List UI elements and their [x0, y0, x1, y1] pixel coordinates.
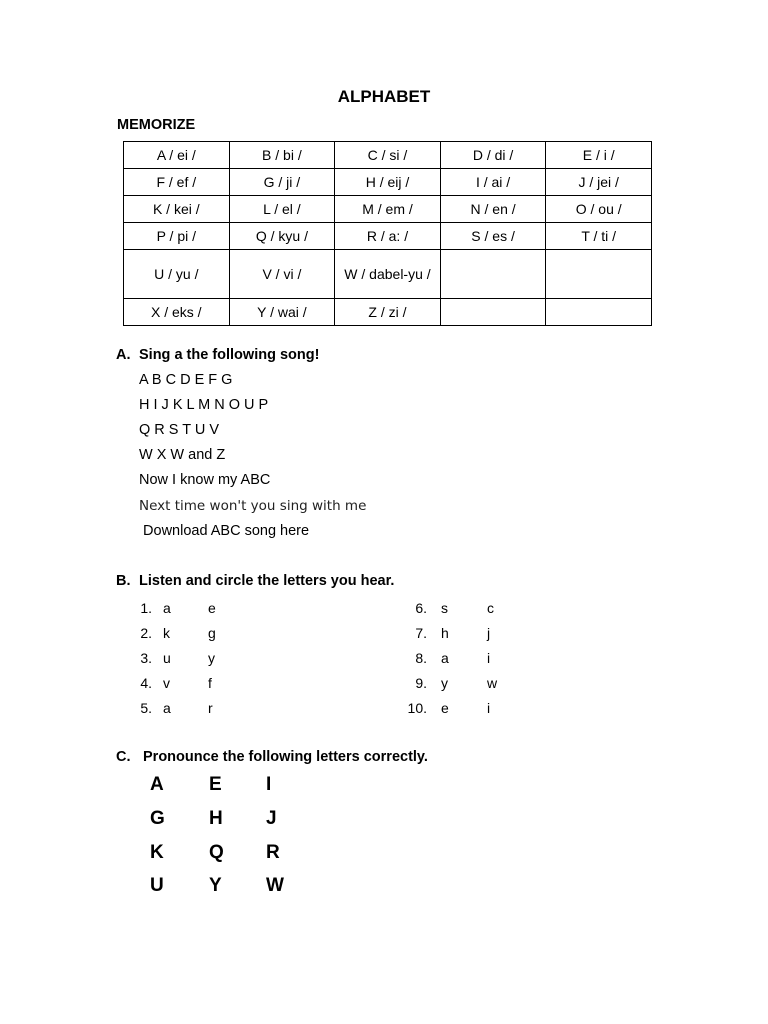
section-a-title: Sing a the following song!: [139, 347, 320, 363]
alphabet-table: [123, 141, 652, 326]
song-line: A B C D E F G: [139, 372, 233, 388]
pronounce-letter: E: [209, 774, 222, 795]
pronounce-letter: W: [266, 875, 284, 896]
table-cell: X / eks /: [124, 299, 230, 326]
memorize-label: MEMORIZE: [117, 117, 196, 133]
item-number: 4.: [140, 675, 152, 691]
listen-items: [0, 600, 768, 725]
table-cell: P / pi /: [124, 223, 230, 250]
song-line: W X W and Z: [139, 447, 226, 463]
table-cell: L / el /: [229, 196, 335, 223]
table-cell: [546, 299, 652, 326]
item-option[interactable]: u: [163, 650, 171, 666]
item-option[interactable]: y: [441, 675, 448, 691]
table-cell: C / si /: [335, 142, 441, 169]
table-cell: T / ti /: [546, 223, 652, 250]
item-option[interactable]: a: [163, 600, 171, 616]
table-row: [124, 196, 652, 223]
section-a-heading: [116, 347, 319, 363]
table-cell: [440, 299, 546, 326]
pronounce-letter: K: [150, 842, 164, 863]
item-number: 7.: [415, 625, 427, 641]
table-cell: O / ou /: [546, 196, 652, 223]
table-cell: A / ei /: [124, 142, 230, 169]
pronounce-letter: A: [150, 774, 164, 795]
item-option[interactable]: f: [208, 675, 212, 691]
item-option[interactable]: s: [441, 600, 448, 616]
item-option[interactable]: i: [487, 650, 491, 666]
item-option[interactable]: h: [441, 625, 449, 641]
section-c-heading: [116, 749, 428, 765]
table-cell: H / eij /: [335, 169, 441, 196]
table-cell: N / en /: [440, 196, 546, 223]
item-number: 2.: [140, 625, 152, 641]
table-cell: G / ji /: [229, 169, 335, 196]
item-option[interactable]: w: [487, 675, 498, 691]
item-option[interactable]: a: [441, 650, 449, 666]
pronounce-letter: J: [266, 808, 277, 829]
section-b-heading: [116, 573, 394, 589]
table-cell: R / a: /: [335, 223, 441, 250]
pronounce-letter: Y: [209, 875, 222, 896]
song-line: H I J K L M N O U P: [139, 397, 269, 413]
table-cell: D / di /: [440, 142, 546, 169]
item-option[interactable]: y: [208, 650, 215, 666]
item-option[interactable]: c: [487, 600, 494, 616]
pronounce-letter: H: [209, 808, 223, 829]
table-row: [124, 299, 652, 326]
table-cell: W / dabel-yu /: [335, 250, 441, 299]
table-cell: U / yu /: [124, 250, 230, 299]
table-cell: J / jei /: [546, 169, 652, 196]
item-option[interactable]: e: [441, 700, 449, 716]
table-cell: I / ai /: [440, 169, 546, 196]
table-cell: V / vi /: [229, 250, 335, 299]
section-b-title: Listen and circle the letters you hear.: [139, 573, 395, 589]
section-c-label: C.: [116, 749, 131, 765]
table-cell: [546, 250, 652, 299]
table-cell: B / bi /: [229, 142, 335, 169]
table-cell: Y / wai /: [229, 299, 335, 326]
item-option[interactable]: e: [208, 600, 216, 616]
section-c-title: Pronounce the following letters correctly.: [143, 749, 428, 765]
pronounce-letter: Q: [209, 842, 224, 863]
item-number: 6.: [415, 600, 427, 616]
pronounce-letter: U: [150, 875, 164, 896]
table-cell: K / kei /: [124, 196, 230, 223]
table-cell: M / em /: [335, 196, 441, 223]
item-option[interactable]: k: [163, 625, 170, 641]
song-line: Now I know my ABC: [139, 472, 271, 488]
table-cell: Z / zi /: [335, 299, 441, 326]
item-option[interactable]: g: [208, 625, 216, 641]
page-title: ALPHABET: [337, 87, 431, 106]
item-number: 9.: [415, 675, 427, 691]
pronounce-letter: I: [266, 774, 272, 795]
item-number: 1.: [140, 600, 152, 616]
table-cell: F / ef /: [124, 169, 230, 196]
section-b-label: B.: [116, 573, 131, 589]
table-cell: Q / kyu /: [229, 223, 335, 250]
table-row: [124, 223, 652, 250]
table-row: [124, 142, 652, 169]
song-line: Q R S T U V: [139, 422, 220, 438]
item-number: 10.: [407, 700, 427, 716]
item-option[interactable]: i: [487, 700, 491, 716]
table-row: [124, 250, 652, 299]
item-number: 8.: [415, 650, 427, 666]
song-line: Next time won't you sing with me: [139, 498, 367, 514]
item-option[interactable]: v: [163, 675, 170, 691]
download-song-link[interactable]: Download ABC song here: [139, 523, 310, 539]
table-cell: S / es /: [440, 223, 546, 250]
pronounce-letter: R: [266, 842, 280, 863]
table-row: [124, 169, 652, 196]
item-option[interactable]: a: [163, 700, 171, 716]
item-option[interactable]: r: [208, 700, 213, 716]
item-number: 3.: [140, 650, 152, 666]
item-number: 5.: [140, 700, 152, 716]
pronounce-letter: G: [150, 808, 165, 829]
item-option[interactable]: j: [487, 625, 491, 641]
section-a-label: A.: [116, 347, 131, 363]
table-cell: [440, 250, 546, 299]
table-cell: E / i /: [546, 142, 652, 169]
pronounce-letters: [0, 774, 768, 904]
